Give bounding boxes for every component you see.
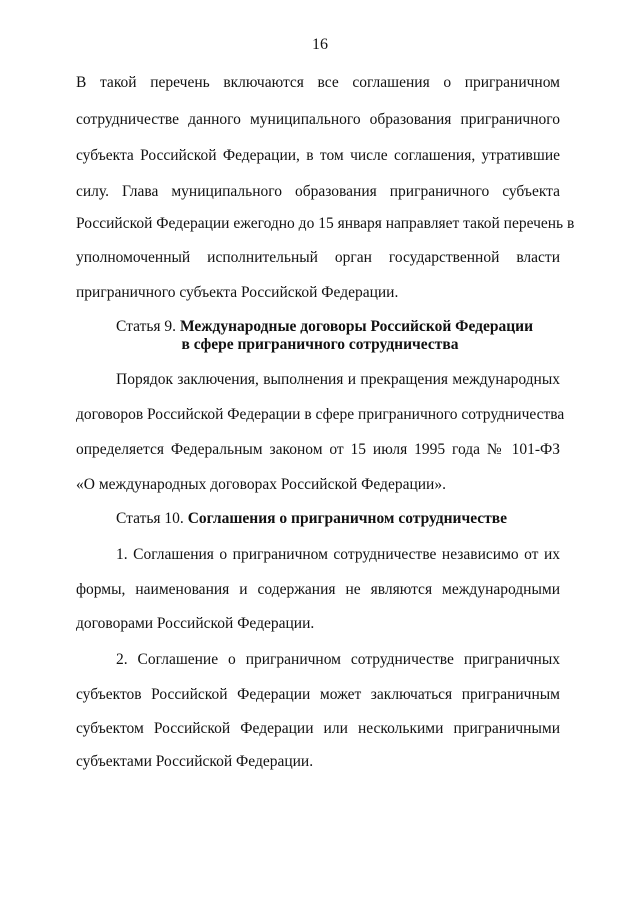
text-line: приграничного субъекта Российской Федерации. [76, 284, 399, 301]
article-10-title: Соглашения о приграничном сотрудничестве [187, 510, 508, 527]
article-10-heading [116, 510, 560, 528]
text-line: сотрудничестве данного муниципального образования приграничного [76, 111, 560, 128]
text-line: определяется Федеральным законом от 15 июля 1995 года № 101-ФЗ [76, 441, 560, 458]
article-9-number: Статья 9. [116, 318, 177, 335]
text-line: уполномоченный исполнительный орган государственной власти [76, 249, 560, 266]
text-line: Российской Федерации ежегодно до 15 января направляет такой перечень в [76, 215, 575, 232]
text-line: формы, наименования и содержания не являются международными [76, 581, 560, 598]
article-9-title-line-2: в сфере приграничного сотрудничества [181, 336, 459, 353]
article-9-heading-line-1 [116, 318, 576, 336]
text-line: субъектов Российской Федерации может заключаться приграничным [76, 686, 560, 703]
text-line: «О международных договорах Российской Федерации». [76, 476, 446, 493]
article-10-number: Статья 10. [116, 510, 184, 527]
text-line: 2. Соглашение о приграничном сотрудничестве приграничных [116, 651, 560, 668]
text-line: субъектами Российской Федерации. [76, 753, 314, 770]
text-line: В такой перечень включаются все соглашения о приграничном [76, 74, 560, 91]
text-line: субъекта Российской Федерации, в том числе соглашения, утратившие [76, 147, 560, 164]
page-number: 16 [312, 36, 328, 53]
article-9-title-line-1: Международные договоры Российской Федерации [179, 318, 534, 335]
text-line: 1. Соглашения о приграничном сотрудничестве независимо от их [116, 546, 560, 563]
text-line: субъектом Российской Федерации или несколькими приграничными [76, 720, 560, 737]
text-line: Порядок заключения, выполнения и прекращения международных [116, 371, 560, 388]
text-line: договорами Российской Федерации. [76, 615, 315, 632]
text-line: договоров Российской Федерации в сфере приграничного сотрудничества [76, 406, 565, 423]
text-line: силу. Глава муниципального образования приграничного субъекта [76, 183, 560, 200]
